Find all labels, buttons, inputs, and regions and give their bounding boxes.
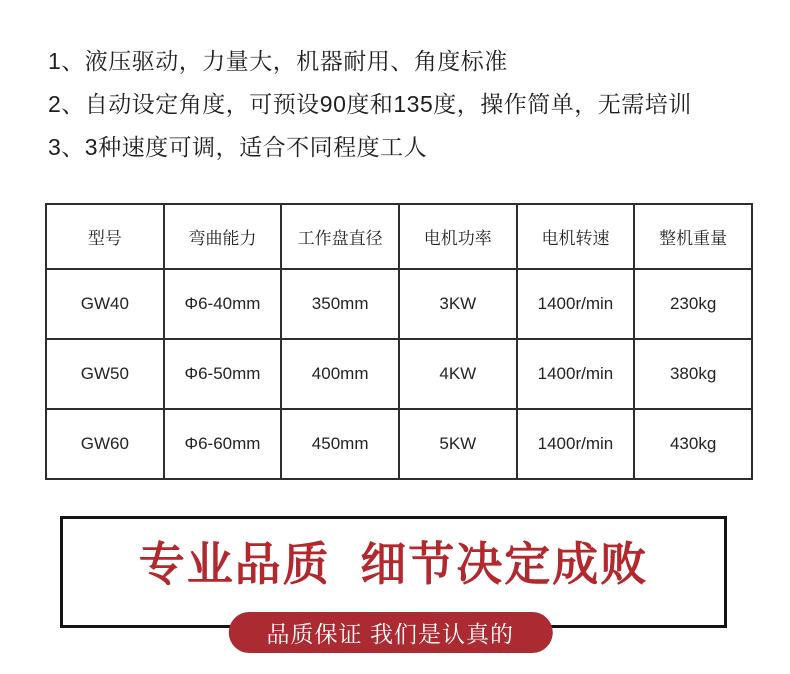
spec-table-header-row <box>46 204 752 269</box>
feature-item-1: 1、液压驱动，力量大，机器耐用、角度标准 <box>48 48 508 74</box>
spec-table <box>45 203 753 480</box>
spec-cell: 5KW <box>399 409 517 479</box>
spec-cell: 3KW <box>399 269 517 339</box>
spec-cell: Φ6-60mm <box>164 409 282 479</box>
spec-cell: 1400r/min <box>517 269 635 339</box>
quality-badge <box>228 612 552 653</box>
spec-header-motor-speed: 电机转速 <box>517 204 635 269</box>
spec-cell: 1400r/min <box>517 339 635 409</box>
spec-header-disc-diameter: 工作盘直径 <box>281 204 399 269</box>
spec-cell: 230kg <box>634 269 752 339</box>
spec-cell: 4KW <box>399 339 517 409</box>
quality-badge-label: 品质保证 我们是认真的 <box>266 621 514 647</box>
spec-cell: 450mm <box>281 409 399 479</box>
feature-item-2: 2、自动设定角度，可预设90度和135度，操作简单，无需培训 <box>48 91 692 117</box>
spec-cell: Φ6-40mm <box>164 269 282 339</box>
spec-header-motor-power: 电机功率 <box>399 204 517 269</box>
table-row <box>46 269 752 339</box>
feature-item-3: 3、3种速度可调，适合不同程度工人 <box>48 134 428 160</box>
spec-cell: GW50 <box>46 339 164 409</box>
feature-list <box>48 49 692 160</box>
spec-cell: 1400r/min <box>517 409 635 479</box>
spec-header-total-weight: 整机重量 <box>634 204 752 269</box>
spec-cell: GW40 <box>46 269 164 339</box>
spec-cell: 400mm <box>281 339 399 409</box>
spec-header-bending-capacity: 弯曲能力 <box>164 204 282 269</box>
spec-cell: 430kg <box>634 409 752 479</box>
spec-cell: GW60 <box>46 409 164 479</box>
table-row <box>46 409 752 479</box>
promo-headline: 专业品质 细节决定成败 <box>138 538 649 590</box>
table-row <box>46 339 752 409</box>
spec-cell: 380kg <box>634 339 752 409</box>
promo-box <box>60 516 727 647</box>
spec-cell: Φ6-50mm <box>164 339 282 409</box>
spec-header-model: 型号 <box>46 204 164 269</box>
spec-cell: 350mm <box>281 269 399 339</box>
